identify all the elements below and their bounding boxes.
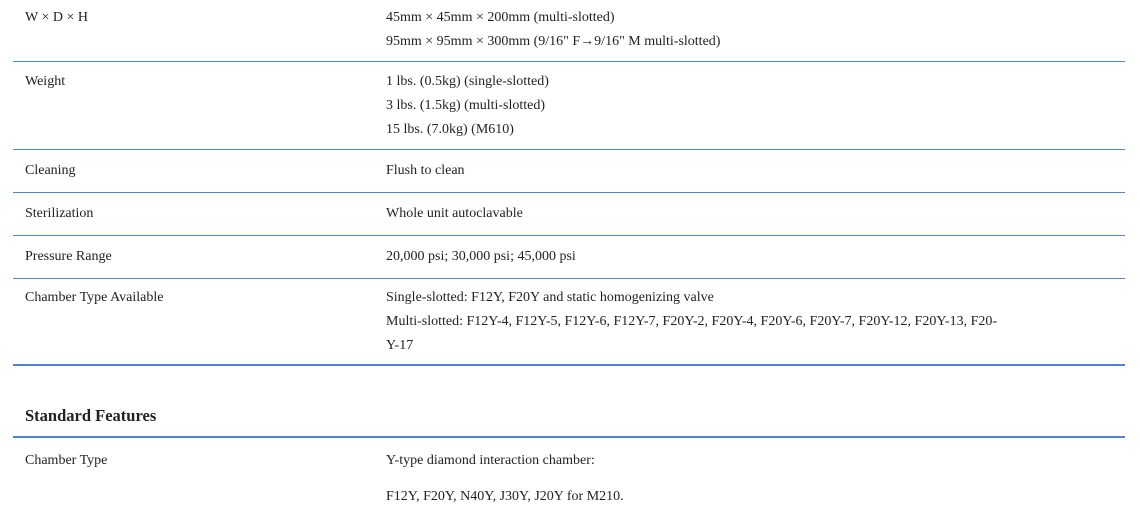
row-label: W × D × H (25, 10, 88, 25)
row-value (386, 70, 1125, 142)
row-label: Chamber Type (25, 453, 108, 468)
row-label: Pressure Range (25, 249, 112, 264)
value-line: 45mm × 45mm × 200mm (multi-slotted) (386, 10, 615, 25)
row-value (386, 286, 1125, 358)
value-line: F12Y, F20Y, N40Y, J30Y, J20Y for M210. (386, 489, 624, 504)
table-row-pressure-range (13, 236, 1125, 279)
value-line: Flush to clean (386, 163, 465, 178)
value-line: 15 lbs. (7.0kg) (M610) (386, 122, 514, 137)
section-divider (13, 436, 1125, 438)
row-label: Sterilization (25, 206, 94, 221)
table-row-sterilization (13, 193, 1125, 236)
table-row-chamber-types (13, 279, 1125, 366)
value-line: 20,000 psi; 30,000 psi; 45,000 psi (386, 249, 576, 264)
section-heading-standard-features: Standard Features (25, 406, 157, 425)
value-line: Multi-slotted: F12Y-4, F12Y-5, F12Y-6, F12Y-7, F20Y-2, F20Y-4, F20Y-6, F20Y-7, F20Y-12, F20Y-13, F20- (386, 314, 998, 329)
value-line: Y-type diamond interaction chamber: (386, 453, 595, 468)
row-value (386, 202, 1125, 226)
table-row-chamber-type (13, 449, 1125, 509)
standard-features-table (13, 449, 1125, 509)
row-label: Weight (25, 74, 66, 89)
specifications-table (13, 0, 1125, 366)
value-line: Whole unit autoclavable (386, 206, 523, 221)
row-label: Cleaning (25, 163, 76, 178)
table-row-dimensions (13, 0, 1125, 62)
row-label: Chamber Type Available (25, 290, 164, 305)
row-value (386, 6, 1125, 54)
value-line: Y-17 (386, 338, 414, 353)
table-row-weight (13, 62, 1125, 150)
value-line: Single-slotted: F12Y, F20Y and static homogenizing valve (386, 290, 714, 305)
value-line: 95mm × 95mm × 300mm (9/16" F→9/16" M multi-slotted) (386, 34, 721, 49)
row-value (386, 245, 1125, 269)
row-value (386, 449, 1125, 509)
spec-page (13, 0, 1125, 504)
table-row-cleaning (13, 150, 1125, 193)
row-value (386, 159, 1125, 183)
value-line: 3 lbs. (1.5kg) (multi-slotted) (386, 98, 546, 113)
value-line: 1 lbs. (0.5kg) (single-slotted) (386, 74, 549, 89)
